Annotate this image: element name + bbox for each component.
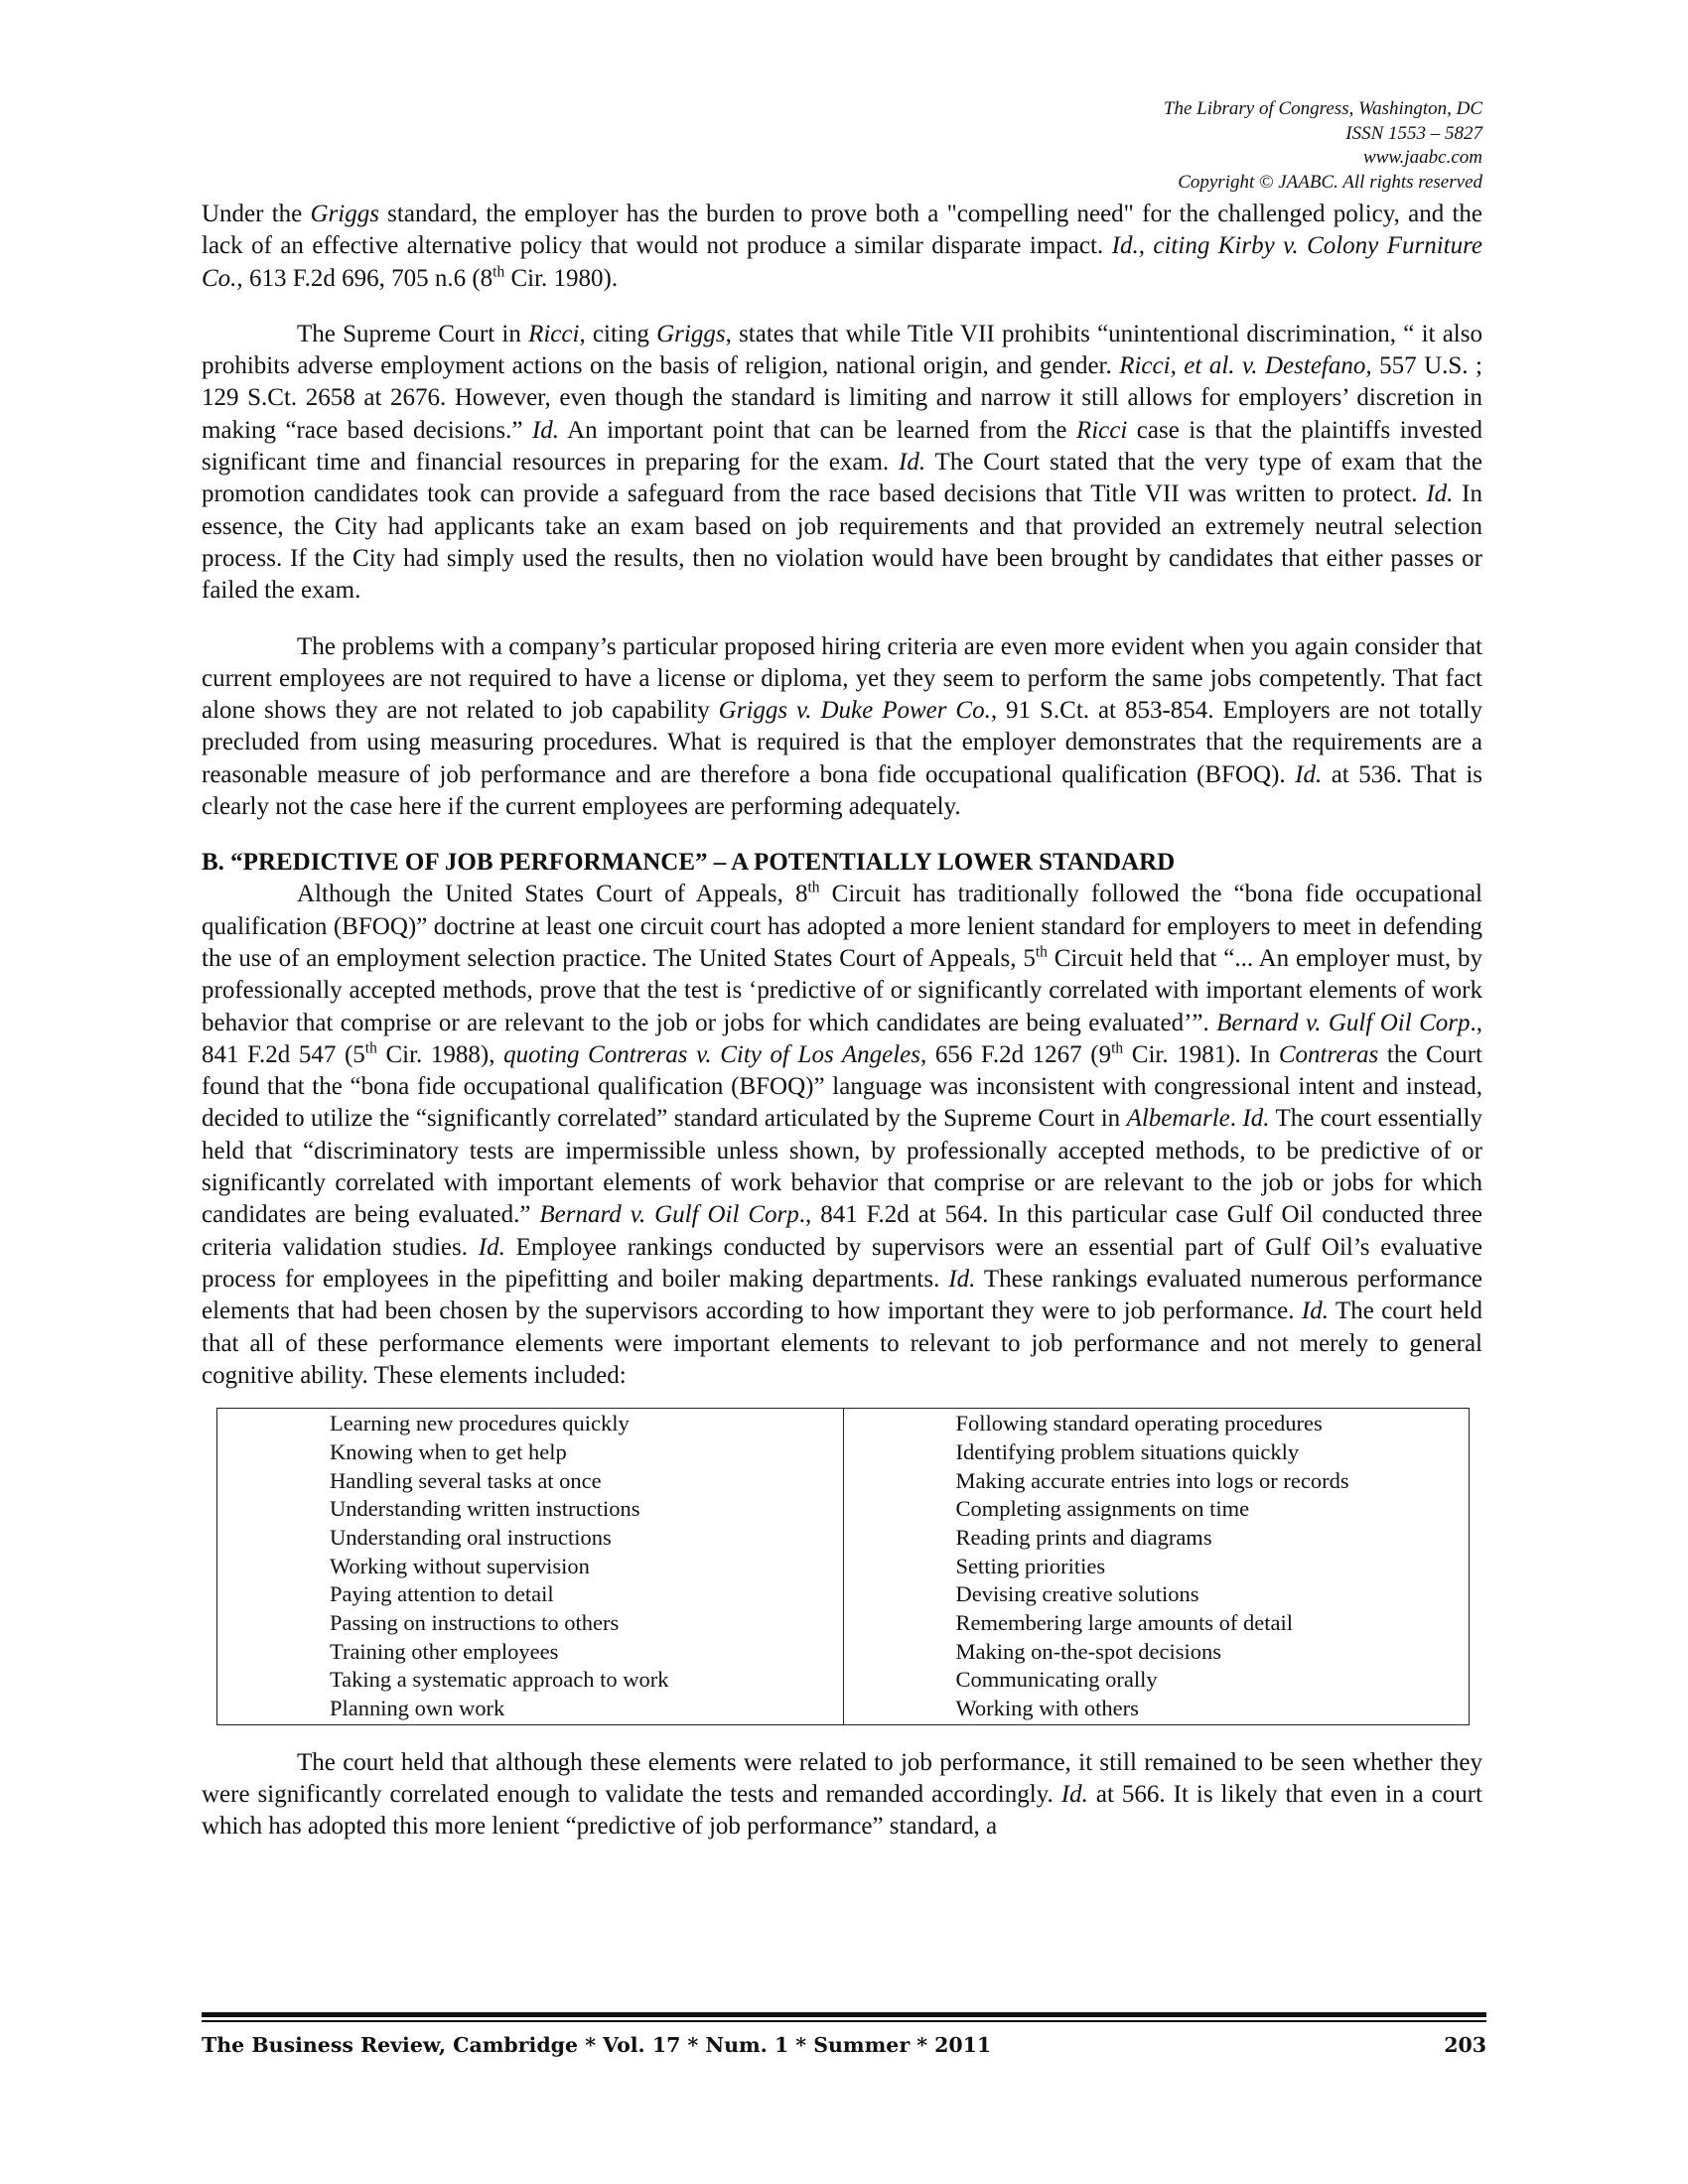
ordinal-suffix: th — [492, 263, 505, 281]
footer-text — [202, 2033, 1486, 2057]
text-run: The Supreme Court in — [297, 320, 529, 347]
citation: Id. — [478, 1233, 505, 1261]
case-name: Albemarle — [1126, 1105, 1230, 1133]
footer-rule-thick — [202, 2012, 1486, 2017]
elements-left-column — [217, 1409, 844, 1725]
ordinal-suffix: th — [364, 1039, 377, 1057]
text-run: Cir. 1981). In — [1123, 1040, 1279, 1068]
section-heading: B. “PREDICTIVE OF JOB PERFORMANCE” – A POTENTIALLY LOWER STANDARD — [202, 849, 1176, 877]
ordinal-suffix: th — [1111, 1039, 1124, 1057]
list-item: Handling several tasks at once — [330, 1467, 602, 1493]
citation: Id. — [1242, 1105, 1270, 1133]
text-run: the Court found that the “bona fide occupational qualification (BFOQ)” language was inconsistent with congressional intent and instead, decided to utilize the “significantly correlated” standard articulated by the Supreme Court in — [202, 1040, 1482, 1133]
text-run: The court held that although these elements were related to job performance, it still remained to be seen whether they were significantly correlated enough to validate the tests and remanded accordingly. — [202, 1748, 1482, 1809]
list-item: Understanding oral instructions — [330, 1524, 612, 1550]
paragraph-conclusion — [202, 1747, 1482, 1843]
page-content — [202, 97, 1482, 1867]
header-issn: ISSN 1553 – 5827 — [1345, 122, 1482, 144]
header-publisher: The Library of Congress, Washington, DC — [1163, 98, 1482, 119]
text-run: Employee rankings conducted by supervisors were an essential part of Gulf Oil’s evaluative process for employees in the pipefitting and boiler making departments. — [202, 1233, 1482, 1293]
list-item: Making accurate entries into logs or records — [955, 1467, 1349, 1493]
header-copyright: Copyright © JAABC. All rights reserved — [1178, 171, 1482, 193]
list-item: Passing on instructions to others — [330, 1610, 620, 1636]
list-item: Completing assignments on time — [955, 1496, 1250, 1522]
case-name: Ricci — [1075, 416, 1128, 444]
citation: Griggs v. Duke Power Co., — [718, 697, 998, 725]
text-run: at 536. That is clearly not the case here if the current employees are performing adequately. — [202, 760, 1483, 821]
text-run: These rankings evaluated numerous performance elements that had been chosen by the supervisors according to how important they were to job performance. — [202, 1265, 1482, 1325]
ordinal-suffix: th — [1035, 943, 1048, 961]
text-run: ., 841 F.2d at 564. In this particular case Gulf Oil conducted three criteria validation studies. — [202, 1201, 1483, 1261]
text-run: The problems with a company’s particular proposed hiring criteria are even more evident when you again consider that current employees are not required to have a license or diploma, yet they seem to perform the same jobs competently. That fact alone shows they are not related to job capability — [202, 632, 1482, 725]
case-name: Griggs — [310, 201, 379, 227]
header-website: www.jaabc.com — [1363, 147, 1482, 168]
journal-citation: The Business Review, Cambridge * Vol. 17 * Num. 1 * Summer * 2011 — [202, 2033, 992, 2057]
list-item: Devising creative solutions — [955, 1581, 1199, 1607]
list-item: Remembering large amounts of detail — [955, 1610, 1293, 1636]
list-item: Planning own work — [330, 1696, 505, 1721]
text-run: An important point that can be learned from the — [558, 416, 1076, 444]
list-item: Understanding written instructions — [330, 1496, 640, 1522]
text-run: In essence, the City had applicants take an exam based on job requirements and that provided an extremely neutral selection process. If the City had simply used the results, then no violation would have been brought by candidates that either passes or failed the exam. — [202, 480, 1482, 605]
list-item: Knowing when to get help — [330, 1438, 567, 1464]
text-run: . — [1229, 1105, 1243, 1133]
list-item: Following standard operating procedures — [955, 1411, 1323, 1436]
paragraph-hiring-criteria — [202, 631, 1482, 824]
citation: Id. — [1060, 1781, 1088, 1809]
text-run: Cir. 1988), — [376, 1040, 504, 1068]
citation: Id. — [948, 1265, 976, 1293]
case-name: Griggs — [656, 320, 726, 347]
text-run: Circuit held that “... An employer must, by professionally accepted methods, prove that the test is ‘predictive of or significantly correlated with important elements of work behavior that comprise or are relevant to the job or jobs for which candidates are being evaluated’”. — [202, 944, 1482, 1036]
text-run: Although the United States Court of Appeals, 8 — [297, 881, 808, 908]
page-number: 203 — [1444, 2033, 1486, 2057]
text-run: 91 S.Ct. at 853-854. Employers are not totally precluded from using measuring procedures. What is required is that the employer demonstrates that the requirements are a reasonable measure of job performance and are therefore a bona fide occupational qualification (BFOQ). — [202, 697, 1482, 788]
text-run: standard, the employer has the burden to prove both a "compelling need" for the challenged policy, and the lack of an effective alternative policy that would not produce a similar disparate impact. — [202, 201, 1482, 260]
text-run: Under the — [202, 201, 311, 227]
list-item: Training other employees — [330, 1638, 559, 1664]
case-name: Contreras — [1278, 1040, 1379, 1068]
paragraph-predictive-standard — [202, 879, 1482, 1392]
citation: Id. — [1426, 480, 1454, 508]
running-header — [202, 97, 1482, 195]
citation: Id., citing Kirby v. Colony Furniture Co., — [202, 232, 1483, 292]
text-run: , citing — [579, 320, 657, 347]
case-name: Bernard v. Gulf Oil Corp — [1216, 1009, 1471, 1036]
case-name: Bernard v. Gulf Oil Corp — [539, 1201, 799, 1229]
list-item: Working with others — [955, 1696, 1139, 1721]
performance-elements-table — [216, 1408, 1470, 1725]
citation: Id. — [531, 416, 559, 444]
list-item: Making on-the-spot decisions — [955, 1638, 1221, 1664]
list-item: Taking a systematic approach to work — [330, 1667, 669, 1693]
case-name: Ricci — [528, 320, 580, 347]
paragraph-griggs-standard — [202, 199, 1482, 295]
citation: Id. — [899, 449, 926, 477]
text-run: The Court stated that the very type of exam that the promotion candidates took can provide a safeguard from the race based decisions that Title VII was written to protect. — [202, 449, 1482, 508]
list-item: Identifying problem situations quickly — [955, 1438, 1300, 1464]
citation: quoting Contreras v. City of Los Angeles — [503, 1040, 920, 1068]
text-run: The court held that all of these performance elements were important elements to relevant to job performance and not merely to general cognitive ability. These elements included: — [202, 1297, 1482, 1389]
list-item: Setting priorities — [955, 1553, 1106, 1578]
citation: Id. — [1301, 1297, 1329, 1325]
text-run: case is that the plaintiffs invested significant time and financial resources in preparing for the exam. — [202, 416, 1483, 477]
table-row — [217, 1409, 1470, 1725]
list-item: Learning new procedures quickly — [330, 1411, 630, 1436]
text-run: Circuit has traditionally followed the “bona fide occupational qualification (BFOQ)” doctrine at least one circuit court has adopted a more lenient standard for employers to meet in defending the use of an employment selection practice. The United States Court of Appeals, 5 — [202, 881, 1482, 972]
text-run: Cir. 1980). — [504, 264, 619, 292]
text-run: 557 U.S. ; 129 S.Ct. 2658 at 2676. However, even though the standard is limiting and narrow it still allows for employers’ discretion in making “race based decisions.” — [202, 352, 1482, 444]
text-run: at 566. It is likely that even in a court which has adopted this more lenient “predictive of job performance” standard, a — [202, 1781, 1482, 1841]
text-run: , 656 F.2d 1267 (9 — [919, 1040, 1112, 1068]
list-item: Paying attention to detail — [330, 1581, 554, 1607]
text-run: ., 841 F.2d 547 (5 — [202, 1009, 1482, 1068]
list-item: Working without supervision — [330, 1553, 590, 1578]
footer-rule-thin — [202, 2020, 1486, 2022]
elements-right-column — [843, 1409, 1470, 1725]
ordinal-suffix: th — [807, 880, 820, 897]
text-run: 613 F.2d 696, 705 n.6 (8 — [242, 264, 493, 292]
page-footer — [202, 2012, 1486, 2057]
paragraph-ricci — [202, 319, 1482, 608]
text-run: The court essentially held that “discriminatory tests are impermissible unless shown, by professionally accepted methods, to be predictive of or significantly correlated with important elements of work behavior that comprise or are relevant to the job or jobs for which candidates are being evaluated.” — [202, 1105, 1483, 1229]
list-item: Reading prints and diagrams — [955, 1524, 1212, 1550]
citation: Id. — [1295, 760, 1323, 788]
list-item: Communicating orally — [955, 1667, 1158, 1693]
text-run: , states that while Title VII prohibits “unintentional discrimination, “ it also prohibits adverse employment actions on the basis of religion, national origin, and gender. — [202, 320, 1482, 380]
citation: Ricci, et al. v. Destefano, — [1119, 352, 1372, 380]
